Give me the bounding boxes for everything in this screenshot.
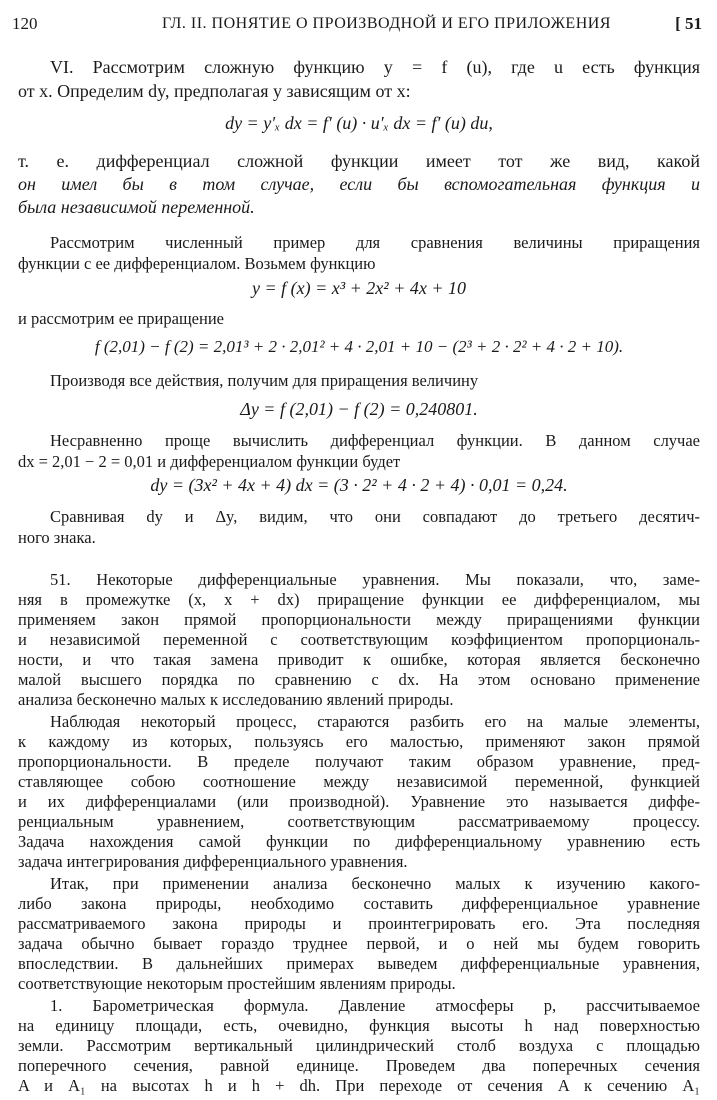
text-line: ного знака.	[18, 528, 96, 547]
text-line: 1. Барометрическая формула. Давление атмосферы p, рассчитываемое	[50, 996, 700, 1015]
text-line: малой высшего порядка по сравнению с dx. На этом основано применение	[18, 670, 700, 689]
text-line: к каждому из которых, пользуясь его малостью, применяют закон прямой	[18, 732, 700, 751]
text-line: A и A₁ на высотах h и h + dh. При переходе от сечения A к сечению A₁	[18, 1076, 700, 1095]
text-line: функции с ее дифференциалом. Возьмем функцию	[18, 254, 376, 273]
text-line: ренциальным уравнением, соответствующим рассматриваемому процессу.	[18, 812, 700, 831]
text-line: VI. Рассмотрим сложную функцию y = f (u), где u есть функция	[50, 57, 700, 77]
text-line: Производя все действия, получим для приращения величину	[50, 371, 479, 390]
text-line: Рассмотрим численный пример для сравнения величины приращения	[50, 233, 700, 252]
text-line: и рассмотрим ее приращение	[18, 309, 224, 328]
formula: dy = y′ₓ dx = f′ (u) · u′ₓ dx = f′ (u) du,	[225, 113, 493, 133]
text-line: Сравнивая dy и Δy, видим, что они совпадают до третьего десятич-	[50, 507, 700, 526]
text-line: Итак, при применении анализа бесконечно малых к изучению какого-	[50, 874, 700, 893]
page-number: 120	[12, 14, 38, 33]
text-line: и их дифференциалами (или производной). Уравнение это называется диффе-	[18, 792, 700, 811]
text-line: земли. Рассмотрим вертикальный цилиндрический столб воздуха с площадью	[18, 1036, 700, 1055]
text-line: т. е. дифференциал сложной функции имеет тот же вид, какой	[18, 151, 700, 171]
text-line: на единицу площади, есть, очевидно, функция высоты h над поверхностью	[18, 1016, 700, 1035]
text-line: от x. Определим dy, предполагая y зависящим от x:	[18, 81, 411, 101]
text-line: няя в промежутке (x, x + dx) приращение функции ее дифференциалом, мы	[18, 590, 700, 609]
text-line: поперечного сечения, равной единице. Проведем два поперечных сечения	[18, 1056, 700, 1075]
text-line: Задача нахождения самой функции по дифференциальному уравнению есть	[18, 832, 700, 851]
running-header	[12, 14, 702, 40]
text-line: применяем закон прямой пропорциональности между приращениями функции	[18, 610, 700, 629]
formula: dy = (3x² + 4x + 4) dx = (3 · 2² + 4 · 2 + 4) · 0,01 = 0,24.	[150, 475, 568, 495]
text-line: Наблюдая некоторый процесс, стараются разбить его на малые элементы,	[50, 712, 700, 731]
formula: Δy = f (2,01) − f (2) = 0,240801.	[240, 399, 478, 419]
section-heading: 51. Некоторые дифференциальные уравнения. Мы показали, что, заме-	[50, 570, 700, 589]
text-line: рассматриваемого закона природы и проинтегрировать его. Эта последняя	[18, 914, 700, 933]
text-line: задача обычно бывает гораздо труднее первой, и о ней мы будем говорить	[18, 934, 700, 953]
text-line: либо закона природы, необходимо составить дифференциальное уравнение	[18, 894, 700, 913]
text-line: dx = 2,01 − 2 = 0,01 и дифференциалом функции будет	[18, 452, 401, 471]
formula: f (2,01) − f (2) = 2,01³ + 2 · 2,01² + 4 · 2,01 + 10 − (2³ + 2 · 2² + 4 · 2 + 10).	[94, 337, 624, 356]
text-line: пропорциональности. В пределе получают таким образом уравнение, пред-	[18, 752, 700, 771]
text-line: и независимой переменной с соответствующим коэффициентом пропорциональ-	[18, 630, 700, 649]
text-line: Несравненно проще вычислить дифференциал функции. В данном случае	[50, 431, 700, 450]
text-line: ставляющее собою соотношение между независимой переменной, функцией	[18, 772, 700, 791]
text-line: он имел бы в том случае, если бы вспомогательная функция u	[18, 174, 700, 194]
text-line: ности, и что такая замена приводит к ошибке, которая является бесконечно	[18, 650, 700, 669]
text-line: задача интегрирования дифференциального уравнения.	[18, 852, 408, 871]
text-line: соответствующие некоторым простейшим явлениям природы.	[18, 974, 456, 993]
text-line: впоследствии. В дальнейших примерах выведем дифференциальные уравнения,	[18, 954, 700, 973]
text-line: анализа бесконечно малых к исследованию явлений природы.	[18, 690, 454, 709]
section-marker: [ 51	[675, 14, 702, 33]
chapter-title: ГЛ. II. ПОНЯТИЕ О ПРОИЗВОДНОЙ И ЕГО ПРИЛОЖЕНИЯ	[162, 15, 611, 32]
text-line: была независимой переменной.	[18, 197, 255, 217]
text-line	[18, 1096, 700, 1100]
formula: y = f (x) = x³ + 2x² + 4x + 10	[252, 278, 466, 298]
